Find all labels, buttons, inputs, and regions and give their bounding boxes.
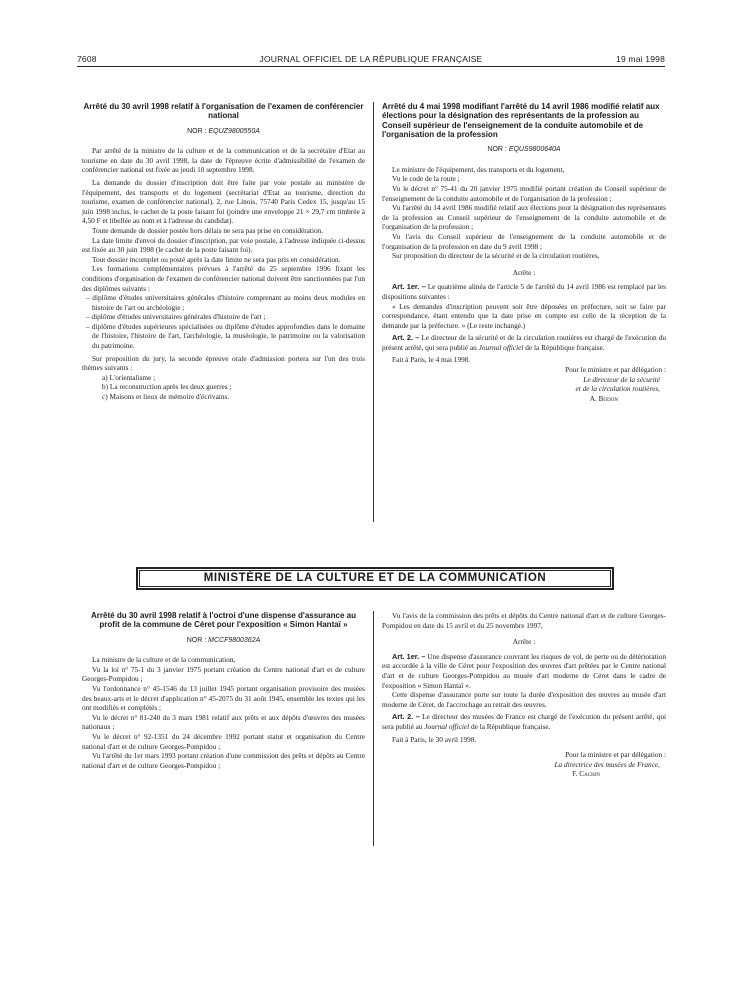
visa: La ministre de la culture et de la communication, — [92, 655, 236, 665]
article-2 — [382, 712, 666, 731]
paragraph: Sur proposition du jury, la seconde épreuve orale d'admission portera sur l'un des trois thèmes suivants : — [82, 353, 365, 373]
theme-item: b) La reconstruction après les deux guerres ; — [102, 382, 232, 392]
signature-name: A. Bodon — [589, 393, 618, 403]
article-ceret-continued — [382, 611, 666, 779]
paragraph: Toute demande de dossier postée hors délais ne sera pas prise en considération. — [92, 225, 324, 235]
paragraph: Tout dossier incomplet ou posté après la date limite ne sera pas pris en considération. — [92, 254, 341, 264]
arrete-heading: Arrête : — [512, 267, 536, 277]
article-title: Arrêté du 30 avril 1998 relatif à l'organisation de l'examen de conférencier national — [83, 102, 364, 121]
journal-name: Journal officiel — [424, 721, 470, 731]
nor-label: NOR : — [186, 636, 207, 644]
visa: Vu le décret n° 75-41 du 20 janvier 1975 modifié portant création du Conseil supérieur de l'enseignement de la conduite automobile et de l'organisation de la profession ; — [382, 183, 666, 203]
nor-label: NOR : — [487, 146, 507, 154]
article-conferencier — [82, 102, 365, 402]
quote: « Les demandes d'inscription peuvent soit être déposées en préfecture, soit se faire par correspondance, étant entendu que la date prise en compte est celle de la réception de la demande par la préfecture. » (Le reste inchangé.) — [382, 301, 666, 330]
nor-code: EQUZ9800550A — [208, 127, 260, 135]
signature-title: et de la circulation routières, — [575, 384, 660, 394]
paragraph: La demande du dossier d'inscription doit être faite par voie postale au ministère de l'équipement, des transports et du logement (secrétariat d'Etat au tourisme, direction du tourisme, examen de conférencier national), 2, rue Linois, 75740 Paris Cedex 15, jusqu'au 15 juin 1998 inclus, le cachet de la poste faisant foi (joindre une enveloppe 21 × 29,7 cm timbrée à 4,50 F et libellée au nom et à l'adresse du candidat). — [82, 177, 365, 226]
journal-name: Journal officiel — [478, 342, 524, 352]
article-text: de la République française. — [525, 342, 605, 352]
nor-code: MCCF9800362A — [208, 636, 261, 644]
nor-label: NOR : — [187, 127, 207, 135]
signature-title: La directrice des musées de France, — [554, 759, 660, 769]
visa: Vu l'arrêté du 14 avril 1986 modifié relatif aux élections pour la désignation des représentants de la profession au Conseil supérieur de l'enseignement de la conduite automobile et de l'organisation de la profession ; — [382, 203, 666, 232]
article-label: Art. 2. – — [392, 333, 420, 343]
nor-reference — [382, 145, 666, 155]
page-number: 7608 — [77, 54, 97, 64]
done-at: Fait à Paris, le 4 mai 1998. — [392, 355, 471, 365]
signature-name-line — [382, 394, 666, 404]
visa: Vu l'ordonnance n° 45-1546 du 13 juillet 1945 portant organisation provisoire des musées des beaux-arts et le décret d'application n° 45-2075 du 31 août 1945, ensemble les textes qui les ont modifiés et complétés ; — [82, 683, 365, 713]
theme-item: c) Maisons et lieux de mémoire d'écrivains. — [102, 392, 230, 402]
column-rule — [373, 611, 374, 846]
article-1 — [382, 652, 666, 690]
done-at: Fait à Paris, le 30 avril 1998. — [392, 734, 477, 744]
header-rule — [77, 66, 665, 67]
article-1 — [382, 282, 666, 301]
nor-reference — [82, 127, 365, 137]
article-label: Art. 1er. – — [392, 651, 426, 661]
signature-delegation: Pour la ministre et par délégation : — [565, 750, 666, 760]
journal-title: JOURNAL OFFICIEL DE LA RÉPUBLIQUE FRANÇAISE — [259, 54, 483, 64]
article-1-continued: Cette dispense d'assurance porte sur toute la durée d'exposition des œuvres au musée d'art moderne de Céret, de l'accrochage au retrait des œuvres. — [382, 690, 666, 709]
visa: Vu le décret n° 81-240 du 3 mars 1981 relatif aux prêts et aux dépôts d'œuvres des musées nationaux ; — [82, 712, 365, 732]
article-text: Une dispense d'assurance couvrant les risques de vol, de perte ou de détérioration est accordée à la ville de Céret pour l'exposition des œuvres d'art prêtées par le Centre national d'art et de culture Georges-Pompidou au musée d'art moderne de Céret dans le cadre de l'exposition « Simon Hantaï ». — [382, 651, 667, 690]
visa: Vu le code de la route ; — [392, 174, 460, 184]
diploma-item: – diplôme d'études supérieures spécialisées ou diplôme d'études approfondies dans le domaine de l'histoire, l'histoire de l'art, l'archéologie, la muséologie, le patrimoine ou la valorisation du patrimoine. — [86, 321, 365, 351]
ministry-banner — [136, 567, 614, 590]
article-label: Art. 1er. – — [392, 282, 426, 292]
visa: Vu l'avis de la commission des prêts et dépôts du Centre national d'art et de culture Georges-Pompidou en date du 15 avril et du 25 novembre 1997, — [382, 611, 666, 630]
diploma-item: – diplôme d'études universitaires générales d'histoire de l'art ; — [86, 312, 266, 322]
visa: Vu l'arrêté du 1er mars 1993 portant création d'une commission des prêts et dépôts au Centre national d'art et de culture Georges-Pompidou ; — [82, 751, 365, 770]
theme-item: a) L'orientalisme ; — [102, 372, 156, 382]
arrete-heading: Arrête : — [512, 637, 536, 647]
visa: Vu la loi n° 75-1 du 3 janvier 1975 portant création du Centre national d'art et de culture Georges-Pompidou ; — [82, 664, 365, 684]
signature-name-line — [382, 769, 666, 779]
signature-name: F. Cachin — [572, 769, 600, 779]
article-text: Le quatrième alinéa de l'article 5 de l'arrêté du 14 avril 1986 est remplacé par les dispositions suivantes : — [382, 282, 667, 301]
article-text: Le directeur de la sécurité et de la circulation routières est chargé de l'exécution du présent arrêté, qui sera publié au — [382, 333, 666, 352]
article-title: Arrêté du 4 mai 1998 modifiant l'arrêté du 14 avril 1986 modifié relatif aux élections pour la désignation des représentants de la profession au Conseil supérieur de l'enseignement de la conduite automobile et de l'organisation de la profession — [382, 102, 660, 139]
article-2 — [382, 333, 666, 352]
signature-delegation: Pour le ministre et par délégation : — [565, 365, 666, 375]
visa: Sur proposition du directeur de la sécurité et de la circulation routières, — [392, 251, 600, 261]
diploma-item: – diplôme d'études universitaires générales d'histoire comprenant au moins deux modules en histoire de l'art ou archéologie ; — [86, 293, 365, 312]
column-rule — [373, 102, 374, 522]
signature-title: Le directeur de la sécurité — [583, 374, 660, 384]
ministry-name: MINISTÈRE DE LA CULTURE ET DE LA COMMUNICATION — [139, 570, 611, 587]
article-ceret-dispense — [82, 611, 365, 770]
visa: Vu le décret n° 92-1351 du 24 décembre 1992 portant statut et organisation du Centre national d'art et de culture Georges-Pompidou ; — [82, 731, 365, 751]
article-text: de la République française. — [470, 721, 551, 731]
paragraph: Par arrêté de la ministre de la culture et de la communication et de la secrétaire d'Etat au tourisme en date du 30 avril 1998, la date de l'épreuve écrite d'admissibilité de l'examen de conférencier national est fixée au jeudi 10 septembre 1998. — [82, 146, 365, 175]
visa: Le ministre de l'équipement, des transports et du logement, — [392, 164, 565, 174]
paragraph: La date limite d'envoi du dossier d'inscription, par voie postale, à l'adresse indiquée ci-dessus est fixée au 30 juin 1998 (le cachet de la poste faisant foi). — [82, 235, 365, 255]
issue-date: 19 mai 1998 — [616, 54, 665, 64]
visa: Vu l'avis du Conseil supérieur de l'enseignement de la conduite automobile et de l'organisation de la profession en date du 9 avril 1998 ; — [382, 231, 666, 251]
paragraph: Les formations complémentaires prévues à l'arrêté du 25 septembre 1996 fixant les conditions d'organisation de l'examen de conférencier national doivent être sanctionnées par l'un des diplômes suivants : — [82, 264, 365, 293]
article-label: Art. 2. – — [392, 712, 420, 722]
article-title: Arrêté du 30 avril 1998 relatif à l'octroi d'une dispense d'assurance au profit de la commune de Céret pour l'exposition « Simon Hantaï » — [91, 611, 356, 630]
nor-code: EQUS9800640A — [508, 146, 561, 154]
article-conduite-automobile — [382, 102, 666, 403]
article-text: Le directeur des musées de France est chargé de l'exécution du présent arrêté, qui sera publié au — [382, 712, 666, 731]
nor-reference — [82, 636, 365, 646]
